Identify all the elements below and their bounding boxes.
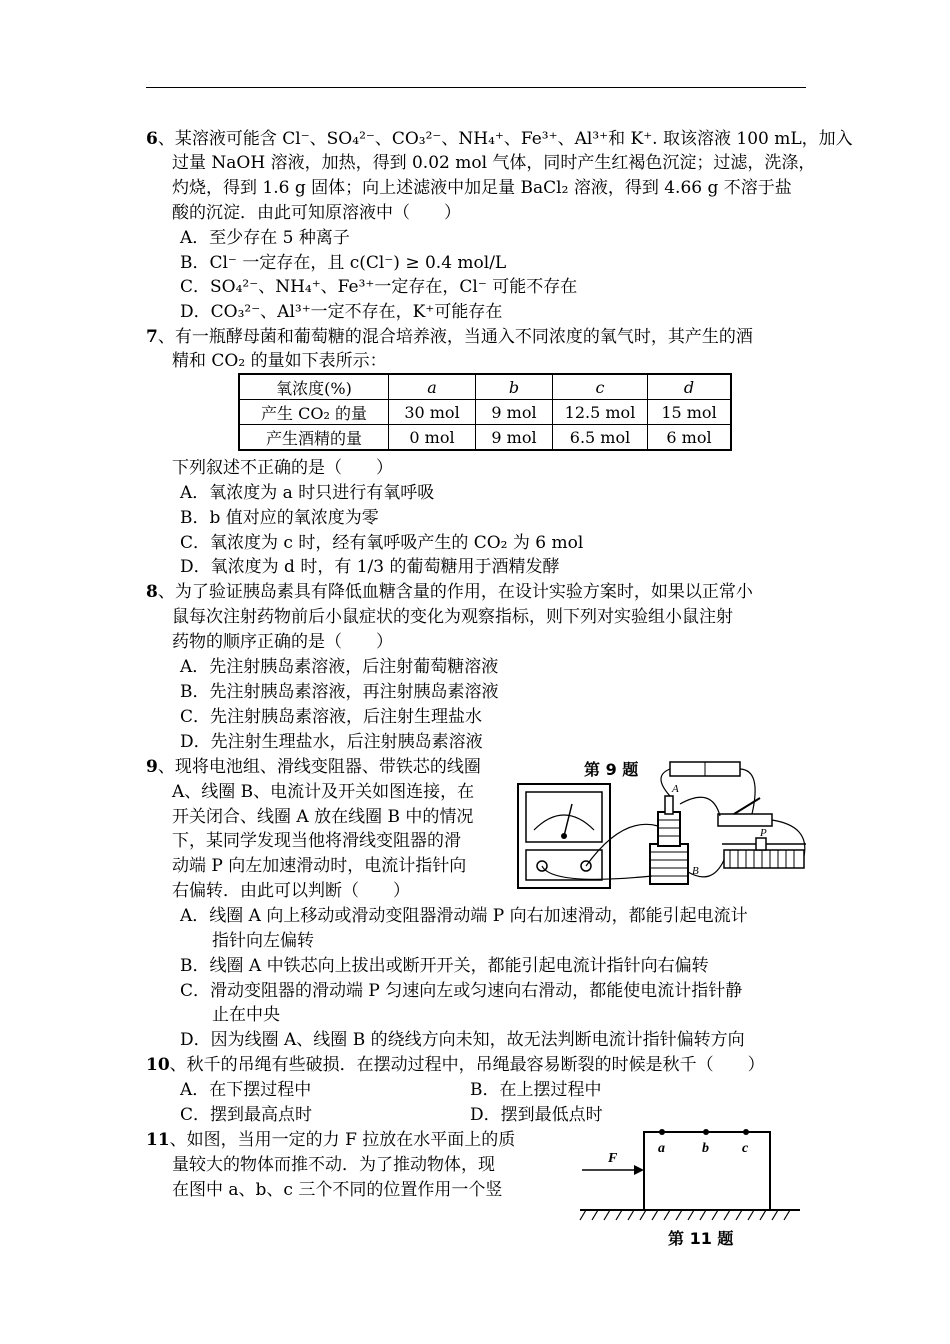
label-p: P bbox=[760, 827, 767, 839]
q9-circuit-figure bbox=[512, 756, 808, 894]
label-f: F bbox=[608, 1151, 618, 1166]
q9-line-2: A、线圈 B、电流计及开关如图连接，在 bbox=[172, 782, 475, 802]
table-cell: 0 mol bbox=[389, 425, 476, 451]
rheostat-icon bbox=[722, 838, 806, 868]
table-cell: 12.5 mol bbox=[553, 400, 648, 425]
q6-line-3: 灼烧，得到 1.6 g 固体；向上述滤液中加足量 BaCl₂ 溶液，得到 4.66 g 不溶于盐 bbox=[172, 178, 792, 198]
q7-line-2: 精和 CO₂ 的量如下表所示： bbox=[172, 351, 387, 371]
table-cell: 30 mol bbox=[389, 400, 476, 425]
q11-line-1: 11、如图，当用一定的力 F 拉放在水平面上的质 bbox=[146, 1130, 516, 1150]
q11-line-3: 在图中 a、b、c 三个不同的位置作用一个竖 bbox=[172, 1180, 503, 1200]
q9-option-a-cont: 指针向左偏转 bbox=[212, 931, 314, 951]
q9-line-3: 开关闭合、线圈 A 放在线圈 B 中的情况 bbox=[172, 807, 474, 827]
q9-line-5: 动端 P 向左加速滑动时，电流计指针向 bbox=[172, 856, 467, 876]
q8-line-3: 药物的顺序正确的是（ ） bbox=[172, 632, 393, 652]
q8-number: 8 bbox=[146, 582, 158, 602]
q10-option-a[interactable]: A．在下摆过程中 bbox=[180, 1080, 312, 1100]
table-cell: a bbox=[389, 374, 476, 400]
q7-option-c[interactable]: C．氧浓度为 c 时，经有氧呼吸产生的 CO₂ 为 6 mol bbox=[180, 533, 584, 553]
ground-hatch-icon bbox=[580, 1210, 790, 1220]
label-b: b bbox=[702, 1141, 709, 1156]
q9-line-1: 9、现将电池组、滑线变阻器、带铁芯的线圈 bbox=[146, 757, 481, 777]
q9-line-6: 右偏转．由此可以判断（ ） bbox=[172, 881, 410, 901]
table-cell: 产生酒精的量 bbox=[239, 425, 389, 451]
q6-option-b[interactable]: B．Cl⁻ 一定存在，且 c(Cl⁻) ≥ 0.4 mol/L bbox=[180, 253, 507, 273]
label-b: B bbox=[692, 865, 699, 877]
table-row bbox=[239, 400, 731, 425]
q11-block-figure bbox=[578, 1124, 804, 1228]
q8-option-d[interactable]: D．先注射生理盐水，后注射胰岛素溶液 bbox=[180, 732, 483, 752]
q6-line-4: 酸的沉淀．由此可知原溶液中（ ） bbox=[172, 203, 461, 223]
q9-option-c-cont: 止在中央 bbox=[212, 1005, 280, 1025]
q9-option-a[interactable]: A．线圈 A 向上移动或滑动变阻器滑动端 P 向右加速滑动，都能引起电流计 bbox=[180, 906, 748, 926]
q9-option-d[interactable]: D．因为线圈 A、线圈 B 的绕线方向未知，故无法判断电流计指针偏转方向 bbox=[180, 1030, 745, 1050]
battery-icon bbox=[670, 762, 740, 776]
q7-option-b[interactable]: B．b 值对应的氧浓度为零 bbox=[180, 508, 379, 528]
q9-option-b[interactable]: B．线圈 A 中铁芯向上拔出或断开开关，都能引起电流计指针向右偏转 bbox=[180, 956, 709, 976]
table-cell: 6.5 mol bbox=[553, 425, 648, 451]
q8-option-a[interactable]: A．先注射胰岛素溶液，后注射葡萄糖溶液 bbox=[180, 657, 499, 677]
q7-line-1: 7、有一瓶酵母菌和葡萄糖的混合培养液，当通入不同浓度的氧气时，其产生的酒 bbox=[146, 327, 753, 347]
header-rule bbox=[146, 87, 806, 88]
q7-option-a[interactable]: A．氧浓度为 a 时只进行有氧呼吸 bbox=[180, 483, 435, 503]
table-cell: d bbox=[648, 374, 732, 400]
table-row bbox=[239, 425, 731, 451]
q10-option-c[interactable]: C．摆到最高点时 bbox=[180, 1105, 313, 1125]
table-cell: b bbox=[476, 374, 553, 400]
q9-line-4: 下，某同学发现当他将滑线变阻器的滑 bbox=[172, 831, 461, 851]
q7-stem: 下列叙述不正确的是（ ） bbox=[172, 458, 393, 478]
label-c: c bbox=[742, 1141, 749, 1156]
q8-line-2: 鼠每次注射药物前后小鼠症状的变化为观察指标，则下列对实验组小鼠注射 bbox=[172, 607, 733, 627]
q11-figure-caption: 第 11 题 bbox=[668, 1229, 734, 1248]
table-cell: 6 mol bbox=[648, 425, 732, 451]
q10-option-d[interactable]: D．摆到最低点时 bbox=[470, 1105, 603, 1125]
galvanometer-icon bbox=[518, 784, 610, 888]
coil-b-icon bbox=[650, 844, 688, 884]
q10-number: 10 bbox=[146, 1055, 170, 1075]
table-cell: 产生 CO₂ 的量 bbox=[239, 400, 389, 425]
q6-number: 6 bbox=[146, 129, 158, 149]
q6-option-a[interactable]: A．至少存在 5 种离子 bbox=[180, 228, 350, 248]
q8-option-c[interactable]: C．先注射胰岛素溶液，后注射生理盐水 bbox=[180, 707, 483, 727]
label-a: a bbox=[658, 1141, 665, 1156]
q6-line-2: 过量 NaOH 溶液，加热，得到 0.02 mol 气体，同时产生红褐色沉淀；过滤，洗涤， bbox=[172, 153, 816, 173]
table-cell: 9 mol bbox=[476, 400, 553, 425]
q10-option-b[interactable]: B．在上摆过程中 bbox=[470, 1080, 602, 1100]
q10-line-1: 10、秋千的吊绳有些破损．在摆动过程中，吊绳最容易断裂的时候是秋千（ ） bbox=[146, 1055, 765, 1075]
q11-number: 11 bbox=[146, 1130, 170, 1150]
table-cell: 15 mol bbox=[648, 400, 732, 425]
q9-option-c[interactable]: C．滑动变阻器的滑动端 P 匀速向左或匀速向右滑动，都能使电流计指针静 bbox=[180, 981, 743, 1001]
q11-line-2: 量较大的物体而推不动．为了推动物体，现 bbox=[172, 1155, 495, 1175]
table-cell: 氧浓度(%) bbox=[239, 374, 389, 400]
q8-option-b[interactable]: B．先注射胰岛素溶液，再注射胰岛素溶液 bbox=[180, 682, 499, 702]
table-cell: 9 mol bbox=[476, 425, 553, 451]
q7-option-d[interactable]: D．氧浓度为 d 时，有 1/3 的葡萄糖用于酒精发酵 bbox=[180, 557, 560, 577]
q7-number: 7 bbox=[146, 327, 158, 347]
table-row bbox=[239, 374, 731, 400]
q6-line-1: 6、某溶液可能含 Cl⁻、SO₄²⁻、CO₃²⁻、NH₄⁺、Fe³⁺、Al³⁺和 K⁺. 取该溶液 100 mL，加入 bbox=[146, 129, 853, 149]
coil-a-icon bbox=[658, 796, 680, 846]
q8-line-1: 8、为了验证胰岛素具有降低血糖含量的作用，在设计实验方案时，如果以正常小 bbox=[146, 582, 753, 602]
q6-option-c[interactable]: C．SO₄²⁻、NH₄⁺、Fe³⁺一定存在，Cl⁻ 可能不存在 bbox=[180, 277, 578, 297]
switch-icon bbox=[718, 798, 772, 826]
q9-figure-caption: 第 9 题 bbox=[584, 760, 639, 779]
q9-number: 9 bbox=[146, 757, 158, 777]
oxygen-table bbox=[238, 373, 732, 451]
label-a: A bbox=[672, 783, 679, 795]
q6-option-d[interactable]: D．CO₃²⁻、Al³⁺一定不存在，K⁺可能存在 bbox=[180, 302, 503, 322]
table-cell: c bbox=[553, 374, 648, 400]
